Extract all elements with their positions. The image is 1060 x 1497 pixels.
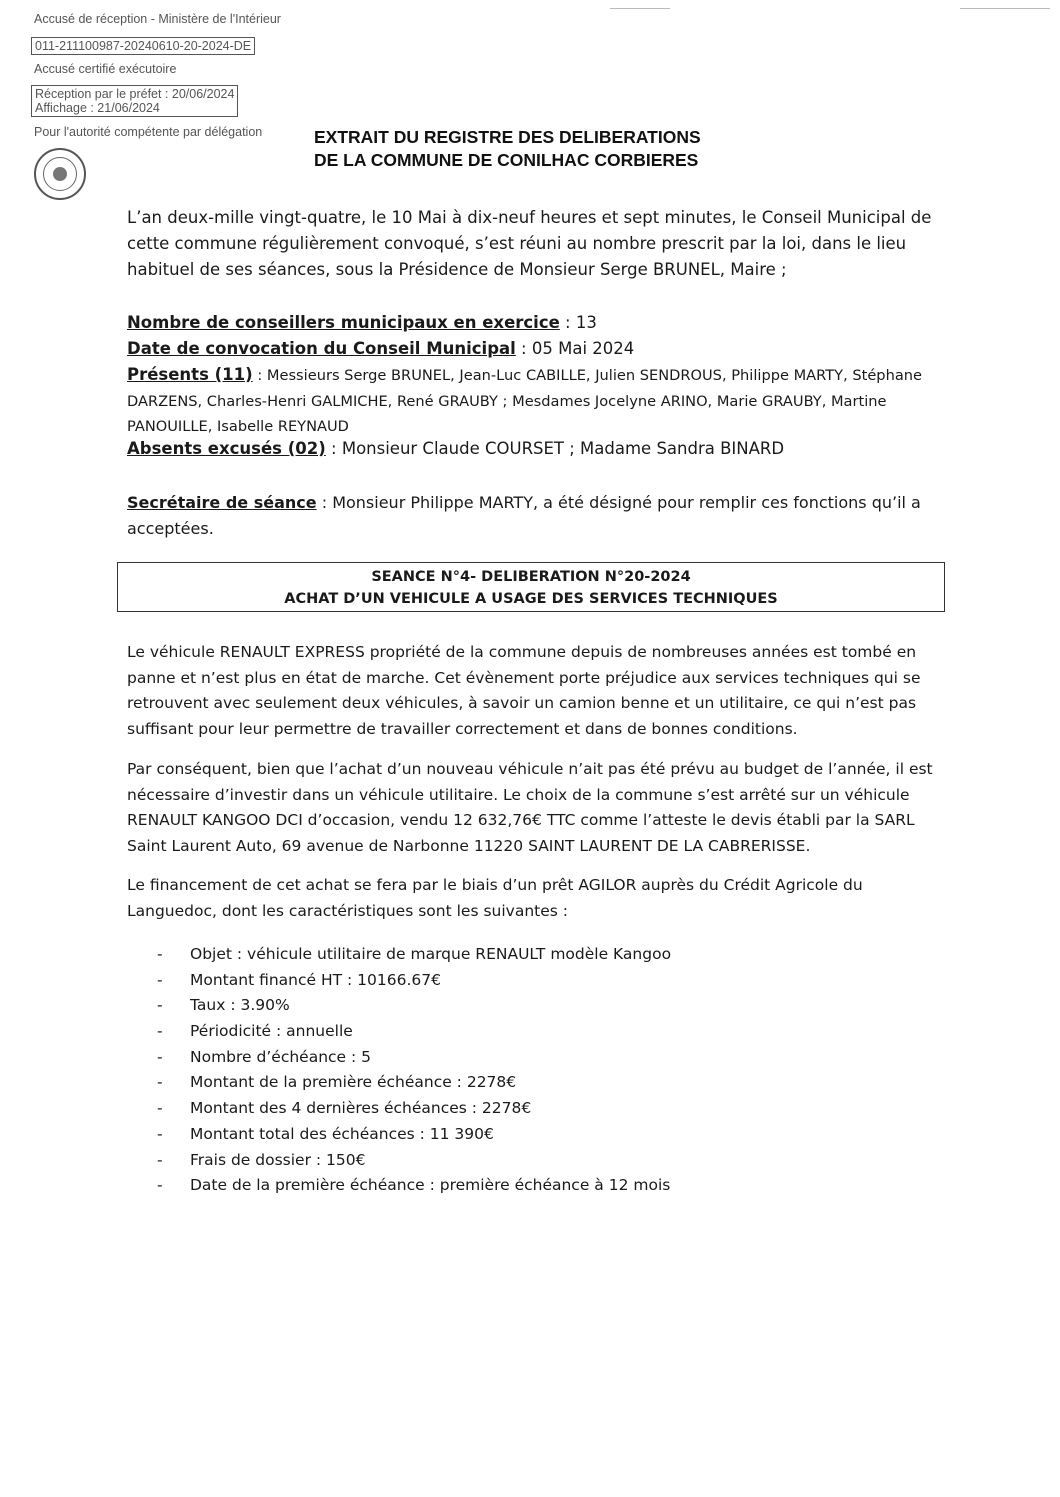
- document-title: [314, 126, 701, 172]
- nombre-label: Nombre de conseillers municipaux en exercice: [127, 313, 560, 332]
- absents-value: : Monsieur Claude COURSET ; Madame Sandra BINARD: [325, 439, 785, 458]
- stamp-executoire: Accusé certifié exécutoire: [34, 62, 177, 76]
- meta-absents: [127, 436, 937, 462]
- stamp-ministry: Accusé de réception - Ministère de l'Intérieur: [34, 12, 281, 26]
- stamp-reception-date: Réception par le préfet : 20/06/2024: [35, 87, 235, 101]
- convocation-value: : 05 Mai 2024: [515, 339, 635, 358]
- list-item: - Date de la première échéance : première échéance à 12 mois: [157, 1176, 671, 1195]
- list-item: - Objet : véhicule utilitaire de marque RENAULT modèle Kangoo: [157, 945, 672, 963]
- presents-value: : Messieurs Serge BRUNEL, Jean-Luc CABILLE, Julien SENDROUS, Philippe MARTY, Stéphane DARZENS, Charles-Henri GALMICHE, René GRAUBY ; Mesdames Jocelyne ARINO, Marie GRAUBY, Martine PANOUILLE, Isabelle REYNAUD: [127, 367, 922, 436]
- absents-label: Absents excusés (02): [127, 439, 326, 458]
- convocation-label: Date de convocation du Conseil Municipal: [127, 339, 516, 358]
- secretaire-value: : Monsieur Philippe MARTY, a été désigné pour remplir ces fonctions qu’il a acceptées.: [127, 493, 921, 538]
- stamp-dates: [31, 85, 238, 117]
- stamp-act-id: 011-211100987-20240610-20-2024-DE: [31, 37, 255, 55]
- list-item: - Frais de dossier : 150€: [157, 1150, 366, 1169]
- deliberation-subject: ACHAT D’UN VEHICULE A USAGE DES SERVICES TECHNIQUES: [284, 591, 778, 607]
- list-item: - Montant financé HT : 10166.67€: [157, 970, 441, 989]
- nombre-value: : 13: [559, 313, 597, 332]
- body-paragraph-3: Le financement de cet achat se fera par le biais d’un prêt AGILOR auprès du Crédit Agricole du Languedoc, dont les caractéristiques sont les suivantes :: [127, 876, 863, 920]
- seal-emblem: [34, 148, 86, 200]
- list-item: - Taux : 3.90%: [157, 996, 290, 1015]
- list-item: - Montant des 4 dernières échéances : 2278€: [157, 1099, 532, 1118]
- secretaire-label: Secrétaire de séance: [127, 493, 317, 512]
- body-paragraph-1: Le véhicule RENAULT EXPRESS propriété de la commune depuis de nombreuses années est tombé en panne et n’est plus en état de marche. Cet évènement porte préjudice aux services techniques qui se retrouvent avec seulement deux véhicules, à savoir un camion benne et un utilitaire, ce qui n’est pas suffisant pour leur permettre de travailler correctement et dans de bonnes conditions.: [127, 643, 921, 739]
- seance-heading-box: [117, 562, 945, 612]
- stamp-affichage-date: Affichage : 21/06/2024: [35, 101, 160, 115]
- meta-nombre: [127, 310, 937, 336]
- list-item: - Nombre d’échéance : 5: [157, 1047, 372, 1066]
- meta-presents: [127, 362, 937, 440]
- meta-convocation: [127, 336, 937, 362]
- intro-paragraph: L’an deux-mille vingt-quatre, le 10 Mai à dix-neuf heures et sept minutes, le Conseil Municipal de cette commune régulièrement convoqué, s’est réuni au nombre prescrit par la loi, dans le lieu habituel de ses séances, sous la Présidence de Monsieur Serge BRUNEL, Maire ;: [127, 208, 932, 279]
- title-line-2: DE LA COMMUNE DE CONILHAC CORBIERES: [314, 150, 699, 170]
- loan-characteristics-list: [127, 942, 927, 1199]
- meta-secretaire: [127, 490, 937, 542]
- list-item: - Montant de la première échéance : 2278€: [157, 1073, 517, 1092]
- presents-label: Présents (11): [127, 365, 253, 384]
- seance-number: SEANCE N°4- DELIBERATION N°20-2024: [371, 569, 691, 585]
- title-line-1: EXTRAIT DU REGISTRE DES DELIBERATIONS: [314, 127, 701, 147]
- body-paragraph-2: Par conséquent, bien que l’achat d’un nouveau véhicule n’ait pas été prévu au budget de l’année, il est nécessaire d’investir dans un véhicule utilitaire. Le choix de la commune s’est arrêté sur un véhicule RENAULT KANGOO DCI d’occasion, vendu 12 632,76€ TTC comme l’atteste le devis établi par la SARL Saint Laurent Auto, 69 avenue de Narbonne 11220 SAINT LAURENT DE LA CABRERISSE.: [127, 760, 933, 856]
- stamp-authority: Pour l'autorité compétente par délégation: [34, 125, 263, 139]
- list-item: - Montant total des échéances : 11 390€: [157, 1124, 494, 1143]
- list-item: - Périodicité : annuelle: [157, 1022, 353, 1041]
